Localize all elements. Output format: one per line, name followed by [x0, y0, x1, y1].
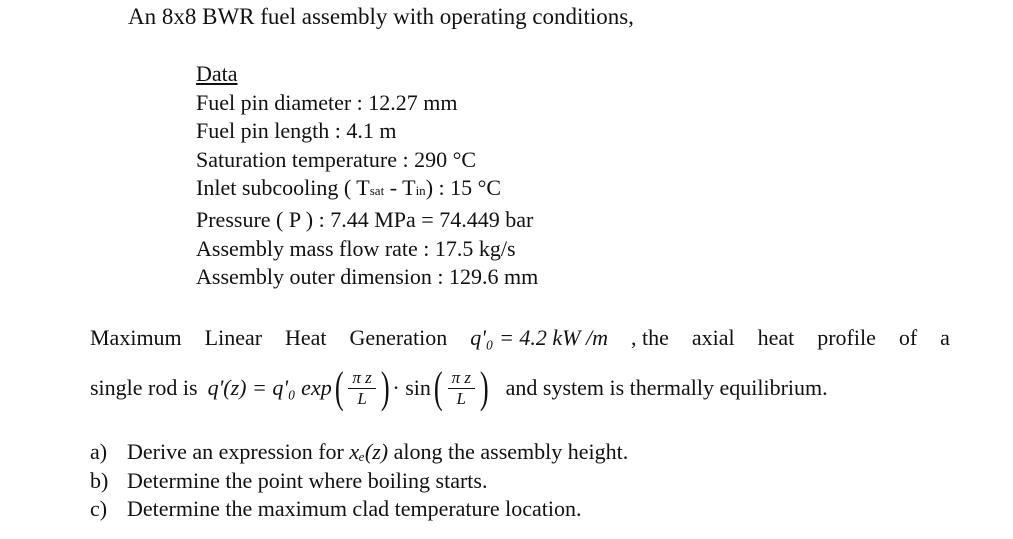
subscript-in: in: [415, 183, 426, 199]
lead-text: single rod is: [90, 375, 198, 400]
tail-text: and system is thermally equilibrium.: [505, 375, 828, 400]
word: heat: [757, 325, 795, 350]
subcooling-mid: - T: [384, 175, 416, 201]
word: , the: [630, 325, 669, 350]
word: of: [898, 325, 918, 350]
question-text-after: along the assembly height.: [393, 439, 629, 464]
subcooling-suffix: ) : 15 °C: [425, 175, 502, 201]
word: axial: [691, 325, 735, 350]
data-item: Fuel pin length : 4.1 m: [196, 118, 397, 144]
data-item-subcooling: [196, 174, 538, 206]
question-list: [90, 436, 628, 523]
data-item: Assembly mass flow rate : 17.5 kg/s: [196, 235, 516, 261]
paragraph-heat-generation: [90, 325, 950, 351]
data-heading: Data: [196, 61, 238, 86]
dot-sin: · sin: [392, 375, 431, 400]
word: Heat: [285, 325, 327, 350]
left-paren: (: [334, 363, 344, 412]
right-paren: ): [380, 363, 390, 412]
word: profile: [817, 325, 876, 350]
fraction-sin: [448, 368, 475, 409]
heat-generation-formula: q'₀ = 4.2 kW /m: [470, 325, 609, 350]
subcooling-prefix: Inlet subcooling ( T: [196, 175, 370, 201]
paragraph-heat-profile: [90, 363, 828, 412]
intro-text: An 8x8 BWR fuel assembly with operating conditions,: [128, 4, 634, 29]
question-item: [90, 467, 628, 495]
left-paren: (: [433, 363, 443, 412]
question-text: Determine the point where boiling starts.: [127, 468, 488, 493]
fraction-numerator: π z: [348, 368, 375, 389]
word: Linear: [204, 325, 263, 350]
word: Maximum: [90, 325, 182, 350]
word: Generation: [349, 325, 448, 350]
data-block: [196, 60, 538, 292]
question-text: Determine the maximum clad temperature location.: [127, 496, 582, 521]
data-item: Pressure ( P ) : 7.44 MPa = 74.449 bar: [196, 206, 534, 232]
right-paren: ): [479, 363, 489, 412]
fraction-numerator: π z: [448, 368, 475, 389]
data-item: Saturation temperature : 290 °C: [196, 146, 477, 172]
question-label: a): [90, 439, 108, 464]
subscript-sat: sat: [369, 183, 385, 199]
heat-profile-lhs: q'(z) = q'₀ exp: [207, 375, 332, 400]
quality-expression: xₑ(z): [349, 439, 389, 464]
question-text-before: Derive an expression for: [127, 439, 344, 464]
question-item: [90, 436, 628, 467]
fraction-denominator: L: [357, 388, 367, 408]
fraction-denominator: L: [456, 388, 466, 408]
question-label: c): [90, 496, 108, 521]
data-item: Assembly outer dimension : 129.6 mm: [196, 264, 539, 290]
question-label: b): [90, 468, 109, 493]
word: a: [940, 325, 950, 350]
data-item: Fuel pin diameter : 12.27 mm: [196, 89, 458, 115]
fraction-exp: [348, 368, 375, 409]
question-item: [90, 495, 628, 523]
